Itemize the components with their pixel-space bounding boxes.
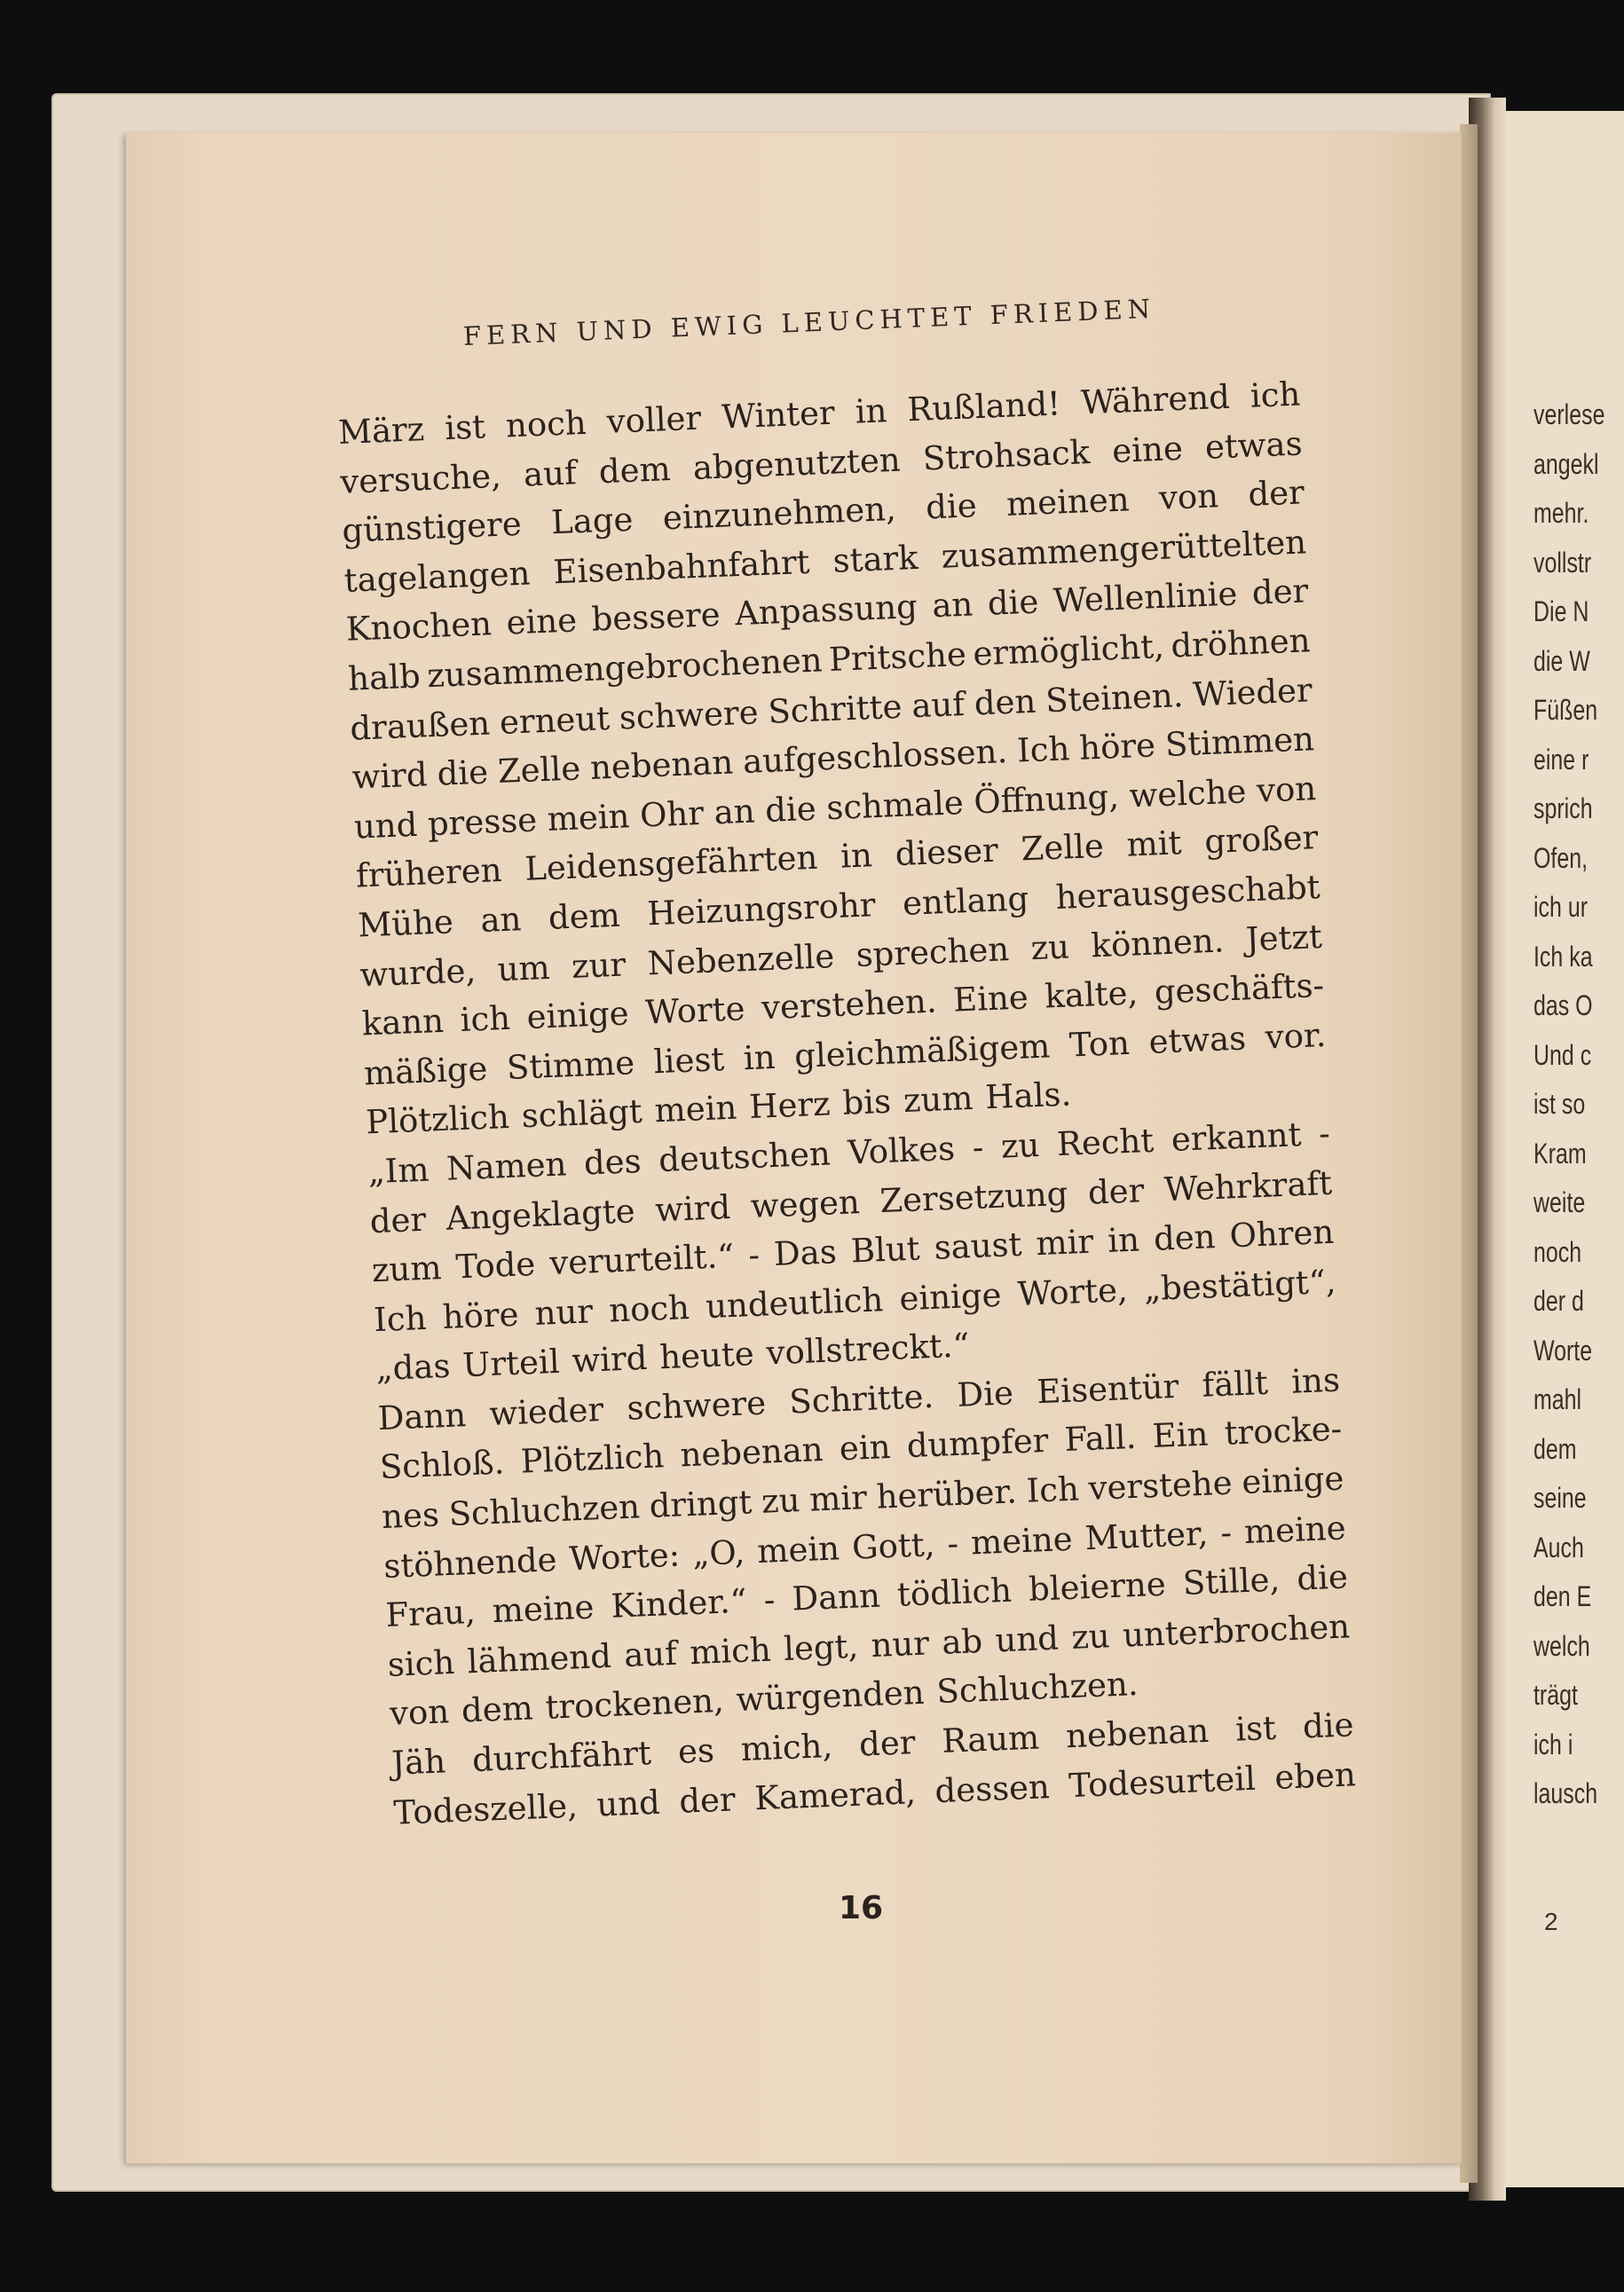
- text-line: Frau, meine Kinder.“ - Dann tödlich bleierne Stille, die: [384, 1557, 1349, 1635]
- right-page-line: eine r: [1533, 743, 1589, 776]
- right-page-line: Ich ka: [1533, 940, 1593, 973]
- right-page-line: angekl: [1533, 447, 1599, 480]
- text-line: Ich höre nur noch undeutlich einige Worte, „bestätigt“,: [373, 1262, 1337, 1339]
- text-line: Schloß. Plötzlich nebenan ein dumpfer Fall. Ein trocke-: [379, 1409, 1343, 1487]
- text-line: und presse mein Ohr an die schmale Öffnung, welche von: [353, 768, 1317, 847]
- page-number: 16: [839, 1890, 884, 1926]
- right-page-line: die W: [1533, 644, 1590, 677]
- text-line: wird die Zelle nebenan aufgeschlossen. Ich höre Stimmen: [351, 720, 1315, 797]
- text-line: Mühe an dem Heizungsrohr entlang herausgeschabt: [357, 867, 1321, 945]
- right-page-line: ich ur: [1533, 891, 1589, 923]
- right-page-line: Füßen: [1533, 694, 1598, 726]
- right-page-line: dem: [1533, 1432, 1577, 1465]
- right-page-line: lausch: [1533, 1777, 1598, 1809]
- text-line: mäßige Stimme liest in gleichmäßigem Ton etwas vor.: [363, 1015, 1328, 1093]
- right-page-line: das O: [1533, 989, 1593, 1021]
- right-page-line: Worte: [1533, 1334, 1593, 1367]
- text-line: Dann wieder schwere Schritte. Die Eisentür fällt ins: [376, 1360, 1341, 1437]
- right-page-line: vollstr: [1533, 546, 1592, 579]
- right-page-line: sprich: [1533, 792, 1593, 824]
- right-page-line: der d: [1533, 1285, 1584, 1317]
- right-page-line: Und c: [1533, 1038, 1592, 1071]
- text-line: kann ich einige Worte verstehen. Eine kalte, geschäfts-: [361, 966, 1325, 1044]
- right-page-line: mahl: [1533, 1383, 1582, 1415]
- right-page-line: Kram: [1533, 1137, 1587, 1170]
- right-page-line: noch: [1533, 1235, 1582, 1268]
- right-page-line: ich i: [1533, 1728, 1573, 1760]
- right-page-line: verlese: [1533, 398, 1605, 430]
- text-line: Knochen eine bessere Anpassung an die Wellenlinie der: [345, 571, 1310, 650]
- right-page-line: Die N: [1533, 595, 1589, 627]
- text-line: günstigere Lage einzunehmen, die meinen von der: [341, 473, 1305, 551]
- body-text: [337, 369, 1357, 1837]
- right-page-line: Ofen,: [1533, 841, 1589, 874]
- running-head: FERN UND EWIG LEUCHTET FRIEDEN: [462, 293, 1156, 351]
- right-page-line: weite: [1533, 1186, 1586, 1218]
- text-line: „das Urteil wird heute vollstreckt.“: [374, 1326, 971, 1389]
- right-page-number: 2: [1544, 1908, 1558, 1935]
- right-page-line: welch: [1533, 1629, 1590, 1662]
- text-line: tagelangen Eisenbahnfahrt stark zusammengerüttelten: [343, 523, 1307, 600]
- right-page-line: trägt: [1533, 1679, 1578, 1711]
- text-line: zum Tode verurteilt.“ - Das Blut saust mir in den Ohren: [371, 1212, 1335, 1290]
- text-line: Jäh durchfährt es mich, der Raum nebenan ist die: [390, 1705, 1355, 1783]
- text-line: früheren Leidensgefährten in dieser Zelle mit großer: [355, 818, 1320, 895]
- text-line: Todeszelle, und der Kamerad, dessen Todesurteil eben: [392, 1754, 1357, 1832]
- text-line: draußen erneut schwere Schritte auf den Steinen. Wieder: [349, 670, 1313, 748]
- right-page-line: mehr.: [1533, 497, 1589, 529]
- text-line: der Angeklagte wird wegen Zersetzung der Wehrkraft: [368, 1163, 1333, 1241]
- text-line: sich lähmend auf mich legt, nur ab und zu unterbrochen: [387, 1607, 1351, 1684]
- right-page-line: ist so: [1533, 1088, 1586, 1120]
- text-line: von dem trockenen, würgenden Schluchzen.: [389, 1665, 1139, 1734]
- text-line: „Im Namen des deutschen Volkes - zu Recht erkannt -: [367, 1114, 1331, 1192]
- text-line: Plötzlich schlägt mein Herz bis zum Hals.: [365, 1075, 1073, 1142]
- text-line: halb zusammengebrochenen Pritsche ermöglicht, dröhnen: [347, 621, 1312, 698]
- text-line: versuche, auf dem abgenutzten Strohsack eine etwas: [339, 424, 1304, 501]
- text-line: nes Schluchzen dringt zu mir herüber. Ich verstehe einige: [381, 1459, 1345, 1537]
- text-line: wurde, um zur Nebenzelle sprechen zu können. Jetzt: [359, 917, 1323, 994]
- text-line: stöhnende Worte: „O, mein Gott, - meine Mutter, - meine: [382, 1508, 1347, 1586]
- right-page-line: den E: [1533, 1580, 1592, 1612]
- right-page-text: [1533, 390, 1605, 1819]
- text-line: März ist noch voller Winter in Rußland! Während ich: [337, 374, 1302, 452]
- page-edge: [1460, 124, 1478, 2183]
- right-page-line: seine: [1533, 1482, 1587, 1514]
- right-page-line: Auch: [1533, 1531, 1584, 1563]
